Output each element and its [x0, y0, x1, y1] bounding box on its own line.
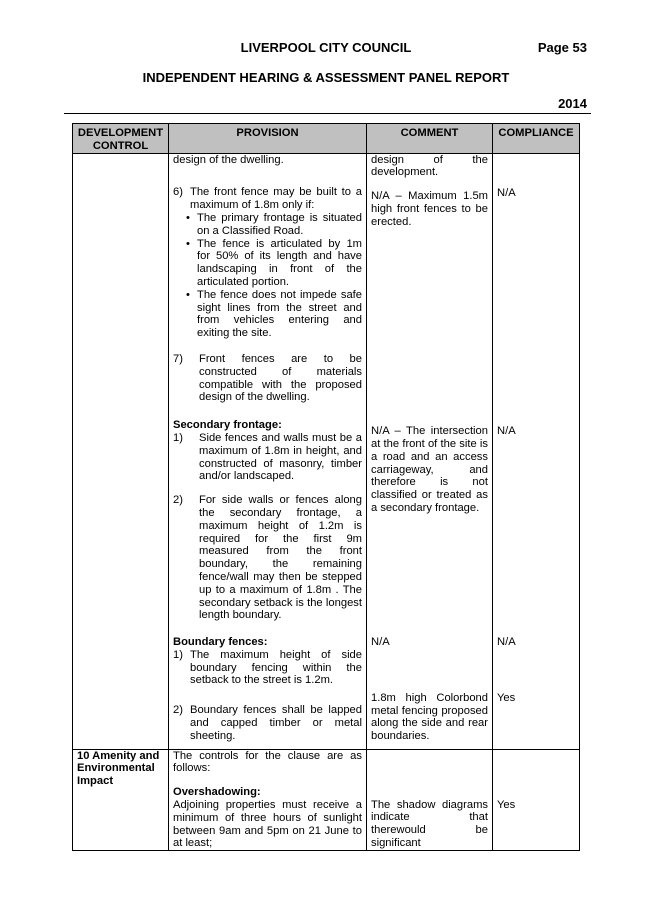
compliance-cell [493, 419, 580, 636]
page-number: Page 53 [537, 40, 587, 55]
secondary-item-1 [173, 432, 362, 483]
item-number: 2) [173, 494, 183, 507]
bullet-text: The fence does not impede safe sight lines from the street and from vehicles entering and exiting the site. [197, 288, 362, 340]
assessment-table [72, 123, 580, 851]
comment-continued: design of the development. [371, 153, 488, 179]
provision-continued: design of the dwelling. [173, 153, 284, 166]
report-year: 2014 [558, 96, 587, 111]
comment-item-6: N/A – Maximum 1.5m high front fences to be erected. [371, 190, 488, 228]
overshadowing-heading: Overshadowing: [173, 786, 261, 799]
secondary-frontage-heading: Secondary frontage: [173, 419, 282, 432]
overshadowing-comment: The shadow diagrams indicate that therewould be significant [371, 798, 488, 850]
secondary-item-2 [173, 494, 362, 636]
control-cell [73, 153, 169, 419]
item-number: 1) [173, 648, 183, 661]
header-compliance: COMPLIANCE [493, 124, 580, 154]
item-text: Side fences and walls must be a maximum of 1.8m in height, and constructed of masonry, timber and/or landscaped. [199, 431, 362, 483]
secondary-compliance: N/A [497, 425, 516, 438]
bullet-text: The primary frontage is situated on a Classified Road. [197, 211, 362, 237]
list-item [173, 212, 362, 238]
provision-cell [169, 636, 367, 749]
bullet-icon: • [186, 237, 190, 250]
item-text: For side walls or fences along the secondary frontage, a maximum height of 1.2m is required for the first 9m measured from the front boundary, the remaining fence/wall may then be stepped up to a maximum of 1.8m . The secondary setback is the longest length boundary. [199, 494, 362, 622]
item-number: 7) [173, 352, 183, 365]
boundary-item-2 [173, 704, 362, 748]
provision-cell [169, 749, 367, 851]
boundary-compliance-2: Yes [497, 691, 516, 704]
compliance-cell [493, 749, 580, 851]
comment-cell [367, 153, 493, 419]
bullet-text: The fence is articulated by 1m for 50% of its length and have landscaping in front of the articulated portion. [197, 237, 362, 288]
header-development-control: DEVELOPMENT CONTROL [73, 124, 169, 154]
provision-item-6 [173, 186, 362, 212]
item-number: 6) [173, 186, 183, 199]
amenity-intro: The controls for the clause are as follows: [173, 749, 362, 775]
table-row [73, 419, 580, 636]
list-item [173, 289, 362, 340]
control-cell-amenity: 10 Amenity and Environmental Impact [73, 749, 169, 851]
report-title: INDEPENDENT HEARING & ASSESSMENT PANEL REPORT [142, 70, 510, 85]
overshadowing-compliance: Yes [497, 798, 516, 811]
item-text: Boundary fences shall be lapped and capped timber or metal sheeting. [190, 704, 362, 742]
boundary-fences-heading: Boundary fences: [173, 636, 268, 649]
overshadowing-text: Adjoining properties must receive a minimum of three hours of sunlight between 9am and 5pm on 21 June to at least; [173, 799, 362, 850]
item-text: Front fences are to be constructed of materials compatible with the proposed design of the dwelling. [199, 352, 362, 404]
secondary-comment: N/A – The intersection at the front of the site is a road and an access carriageway, and therefore is not classified or treated as a secondary frontage. [371, 425, 488, 514]
comment-cell [367, 636, 493, 749]
boundary-compliance-1: N/A [497, 636, 516, 649]
item-text: The front fence may be built to a maximum of 1.8m only if: [190, 186, 362, 212]
header-provision: PROVISION [169, 124, 367, 154]
bullet-icon: • [186, 288, 190, 301]
control-cell [73, 636, 169, 749]
item-number: 1) [173, 431, 183, 444]
compliance-cell [493, 153, 580, 419]
bullet-icon: • [186, 211, 190, 224]
table-row [73, 636, 580, 749]
control-cell [73, 419, 169, 636]
item-text: The maximum height of side boundary fencing within the setback to the street is 1.2m. [190, 648, 362, 687]
compliance-item-6: N/A [497, 186, 516, 199]
provision-item-7 [173, 353, 362, 419]
list-item [173, 238, 362, 289]
boundary-comment-1: N/A [371, 636, 390, 649]
table-row [73, 749, 580, 851]
council-name: LIVERPOOL CITY COUNCIL [240, 40, 412, 55]
item-number: 2) [173, 704, 183, 717]
compliance-cell [493, 636, 580, 749]
table-header-row [73, 124, 580, 154]
comment-cell [367, 749, 493, 851]
table-row [73, 153, 580, 419]
provision-cell [169, 419, 367, 636]
boundary-item-1 [173, 649, 362, 687]
provision-cell [169, 153, 367, 419]
header-rule [64, 113, 591, 114]
header-comment: COMMENT [367, 124, 493, 154]
comment-cell [367, 419, 493, 636]
boundary-comment-2: 1.8m high Colorbond metal fencing proposed along the side and rear boundaries. [371, 691, 488, 743]
